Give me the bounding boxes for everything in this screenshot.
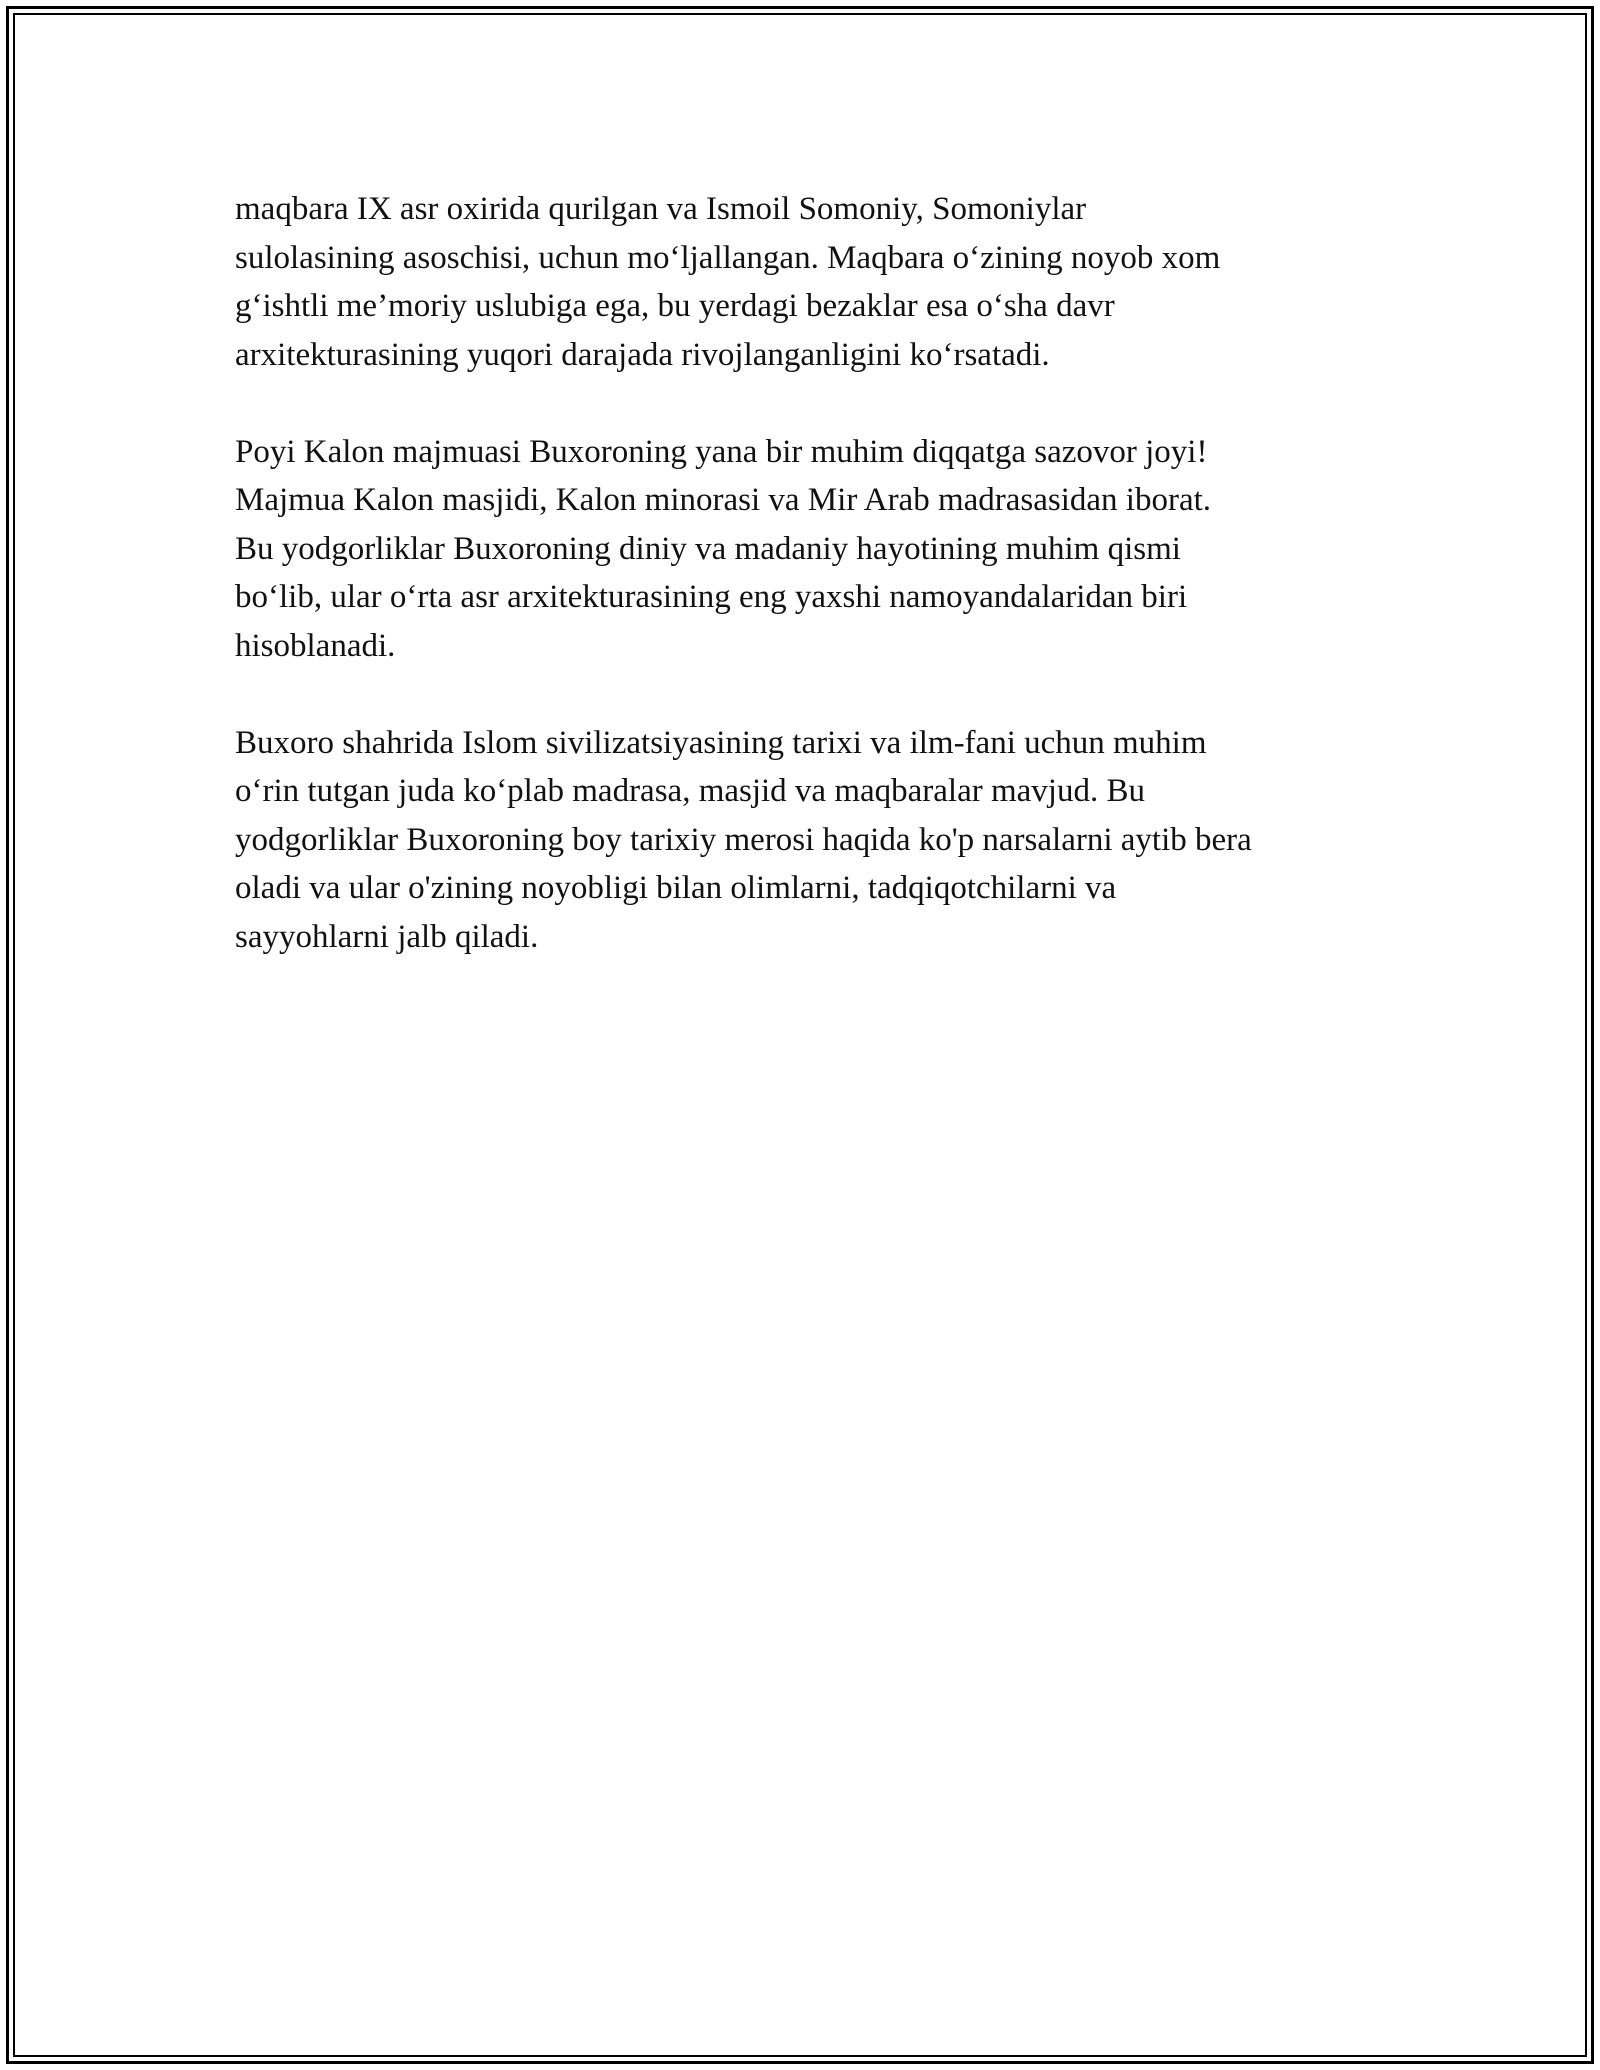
text-line: yodgorliklar Buxoroning boy tarixiy merosi haqida ko'p narsalarni aytib bera (235, 821, 1252, 858)
document-body (235, 185, 1395, 1010)
text-line: sayyohlarni jalb qiladi. (235, 918, 539, 955)
text-line: Poyi Kalon majmuasi Buxoroning yana bir muhim diqqatga sazovor joyi! (235, 433, 1208, 470)
paragraph-samanid-mausoleum (235, 185, 1395, 379)
text-line: hisoblanadi. (235, 627, 396, 664)
text-line: arxitekturasining yuqori darajada rivojlanganligini ko‘rsatadi. (235, 336, 1050, 373)
text-line: g‘ishtli me’moriy uslubiga ega, bu yerdagi bezaklar esa o‘sha davr (235, 288, 1115, 324)
text-line: maqbara IX asr oxirida qurilgan va Ismoil Somoniy, Somoniylar (235, 191, 1087, 227)
text-line: oladi va ular o'zining noyobligi bilan olimlarni, tadqiqotchilarni va (235, 870, 1117, 906)
text-line: bo‘lib, ular o‘rta asr arxitekturasining eng yaxshi namoyandalaridan biri (235, 579, 1188, 615)
text-line: Majmua Kalon masjidi, Kalon minorasi va Mir Arab madrasasidan iborat. (235, 482, 1212, 518)
text-line: sulolasining asoschisi, uchun mo‘ljallangan. Maqbara o‘zining noyob xom (235, 239, 1221, 276)
paragraph-poyi-kalon (235, 428, 1395, 671)
text-line: Bu yodgorliklar Buxoroning diniy va madaniy hayotining muhim qismi (235, 530, 1181, 567)
paragraph-bukhara-heritage (235, 719, 1395, 962)
text-line: o‘rin tutgan juda ko‘plab madrasa, masjid va maqbaralar mavjud. Bu (235, 773, 1145, 809)
text-line: Buxoro shahrida Islom sivilizatsiyasining tarixi va ilm-fani uchun muhim (235, 724, 1207, 761)
